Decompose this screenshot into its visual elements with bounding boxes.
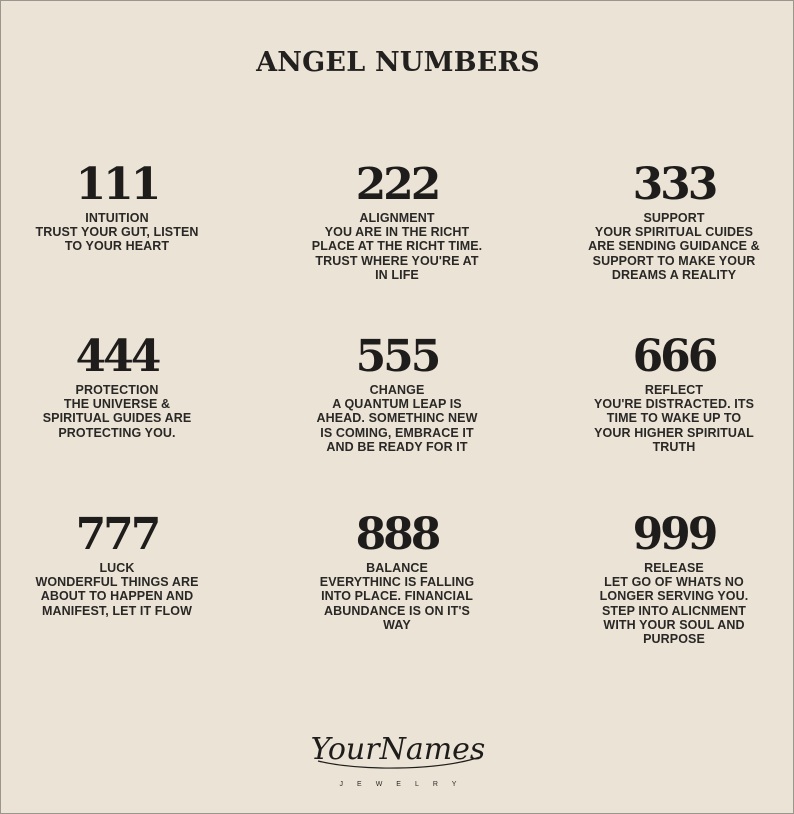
angel-number: 666: [632, 331, 716, 382]
card-desc-line: STEP INTO ALICNMENT: [601, 603, 747, 618]
card-heading: PROTECTION: [75, 383, 159, 397]
card-desc-line: TRUST WHERE YOU'RE AT: [315, 253, 479, 268]
angel-number: 333: [632, 159, 716, 210]
card-desc-line: YOU ARE IN THE RICHT: [324, 225, 470, 240]
card-desc-line: THE UNIVERSE &: [63, 397, 171, 412]
card-444: [0, 333, 237, 440]
card-desc-line: LET GO OF WHATS NO: [604, 575, 744, 590]
card-heading: REFLECT: [644, 383, 704, 397]
angel-number: 555: [355, 331, 439, 382]
card-heading: CHANGE: [369, 383, 425, 397]
card-desc-line: TRUST YOUR GUT, LISTEN: [35, 225, 199, 240]
card-desc-line: AND BE READY FOR IT: [326, 439, 468, 454]
page-title: ANGEL NUMBERS: [256, 47, 540, 78]
card-desc-line: IS COMING, EMBRACE IT: [320, 425, 474, 440]
brand-logo: [1, 727, 794, 788]
card-desc-line: SUPPORT TO MAKE YOUR: [592, 253, 756, 268]
card-heading: BALANCE: [366, 561, 428, 575]
card-desc-line: LONGER SERVING YOU.: [599, 589, 749, 604]
card-desc-line: IN LIFE: [375, 267, 419, 282]
card-333: [554, 161, 794, 282]
card-666: [554, 333, 794, 454]
card-desc-line: INTO PLACE. FINANCIAL: [321, 589, 473, 604]
card-desc-line: MANIFEST, LET IT FLOW: [41, 603, 192, 618]
card-desc-line: PLACE AT THE RICHT TIME.: [311, 239, 483, 254]
card-777: [0, 511, 237, 618]
card-desc-line: WAY: [383, 617, 411, 632]
card-heading: RELEASE: [644, 561, 704, 575]
card-desc-line: PROTECTING YOU.: [58, 425, 176, 440]
brand-logo-script: [298, 727, 498, 779]
card-desc-line: DREAMS A REALITY: [611, 267, 737, 282]
card-heading: INTUITION: [85, 211, 149, 225]
angel-number: 444: [75, 331, 159, 382]
card-desc-line: TIME TO WAKE UP TO: [606, 411, 742, 426]
card-desc-line: WITH YOUR SOUL AND: [603, 617, 745, 632]
card-555: [277, 333, 517, 454]
card-111: [0, 161, 237, 254]
card-desc-line: EVERYTHINC IS FALLING: [319, 575, 475, 590]
angel-number: 999: [632, 509, 716, 560]
card-heading: SUPPORT: [643, 211, 705, 225]
card-desc-line: SPIRITUAL GUIDES ARE: [42, 411, 192, 426]
card-desc-line: YOU'RE DISTRACTED. ITS: [593, 397, 755, 412]
card-desc-line: ABOUT TO HAPPEN AND: [40, 589, 194, 604]
card-888: [277, 511, 517, 632]
card-desc-line: TO YOUR HEART: [64, 239, 170, 254]
card-desc-line: YOUR SPIRITUAL CUIDES: [594, 225, 754, 240]
brand-logo-text: YourNames: [310, 732, 486, 767]
card-desc-line: TRUTH: [652, 439, 696, 454]
card-desc-line: YOUR HIGHER SPIRITUAL: [594, 425, 754, 440]
angel-number: 222: [355, 159, 439, 210]
angel-number: 888: [355, 509, 439, 560]
card-heading: ALIGNMENT: [359, 211, 435, 225]
card-heading: LUCK: [99, 561, 135, 575]
angel-number: 777: [75, 509, 159, 560]
card-desc-line: WONDERFUL THINGS ARE: [35, 575, 199, 590]
card-desc-line: ABUNDANCE IS ON IT'S: [324, 603, 470, 618]
brand-logo-subtitle: JEWELRY: [339, 781, 471, 788]
card-desc-line: ARE SENDING GUIDANCE &: [588, 239, 760, 254]
card-desc-line: A QUANTUM LEAP IS: [332, 397, 462, 412]
angel-number: 111: [75, 159, 159, 210]
card-desc-line: AHEAD. SOMETHINC NEW: [316, 411, 478, 426]
card-desc-line: PURPOSE: [643, 632, 705, 647]
card-999: [554, 511, 794, 646]
card-222: [277, 161, 517, 282]
